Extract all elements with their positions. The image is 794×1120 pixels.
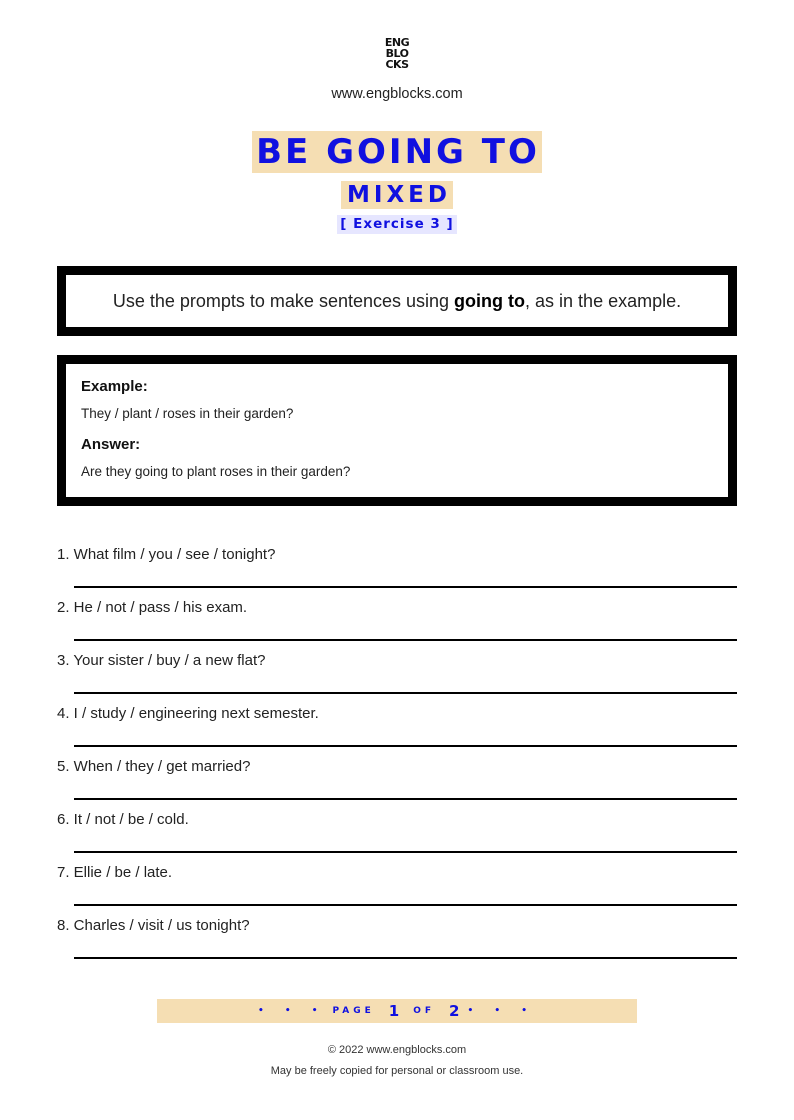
license-text: May be freely copied for personal or classroom use. — [270, 1065, 524, 1077]
question-item — [57, 799, 737, 852]
site-url[interactable]: www.engblocks.com — [331, 86, 463, 102]
question-prompt: 3. Your sister / buy / a new flat? — [57, 652, 266, 669]
question-item — [57, 534, 737, 587]
question-item — [57, 640, 737, 693]
question-list — [57, 534, 737, 958]
example-text: They / plant / roses in their garden? — [81, 406, 294, 421]
question-item — [57, 746, 737, 799]
engblocks-logo — [0, 37, 794, 70]
answer-label: Answer: — [81, 436, 141, 453]
logo-line-2: BLO — [385, 47, 409, 60]
instructions-text-after: , as in the example. — [525, 290, 682, 311]
pager-current-page: 1 — [388, 1002, 400, 1020]
question-prompt: 4. I / study / engineering next semester. — [57, 705, 319, 722]
worksheet-title: BE GOING TO — [252, 131, 542, 173]
question-prompt: 1. What film / you / see / tonight? — [57, 546, 276, 563]
pager-page-label: PAGE — [332, 1006, 375, 1016]
exercise-label: [ Exercise 3 ] — [337, 215, 456, 234]
logo-line-3: CKS — [385, 58, 409, 71]
pager-dots-right: • • • — [467, 1006, 537, 1016]
pager-total-pages: 2 — [449, 1002, 460, 1020]
copyright-text: © 2022 www.engblocks.com — [327, 1044, 467, 1056]
instructions-text — [113, 291, 681, 312]
question-prompt: 6. It / not / be / cold. — [57, 811, 189, 828]
question-prompt: 8. Charles / visit / us tonight? — [57, 917, 250, 934]
question-item — [57, 852, 737, 905]
page-indicator — [157, 999, 637, 1023]
example-box — [57, 355, 737, 506]
logo-line-1: ENG — [384, 36, 410, 49]
worksheet-subtitle: MIXED — [341, 181, 453, 209]
example-label: Example: — [81, 378, 148, 395]
pager-of-label: OF — [413, 1006, 436, 1016]
question-item — [57, 587, 737, 640]
question-item — [57, 693, 737, 746]
instructions-box — [57, 266, 737, 336]
question-prompt: 7. Ellie / be / late. — [57, 864, 173, 881]
answer-text: Are they going to plant roses in their garden? — [81, 464, 351, 479]
question-prompt: 5. When / they / get married? — [57, 758, 251, 775]
answer-line[interactable] — [74, 957, 737, 959]
question-item — [57, 905, 737, 958]
instructions-text-bold: going to — [454, 290, 526, 311]
instructions-text-before: Use the prompts to make sentences using — [112, 290, 455, 311]
pager-dots-left: • • • — [257, 1006, 327, 1016]
question-prompt: 2. He / not / pass / his exam. — [57, 599, 248, 616]
